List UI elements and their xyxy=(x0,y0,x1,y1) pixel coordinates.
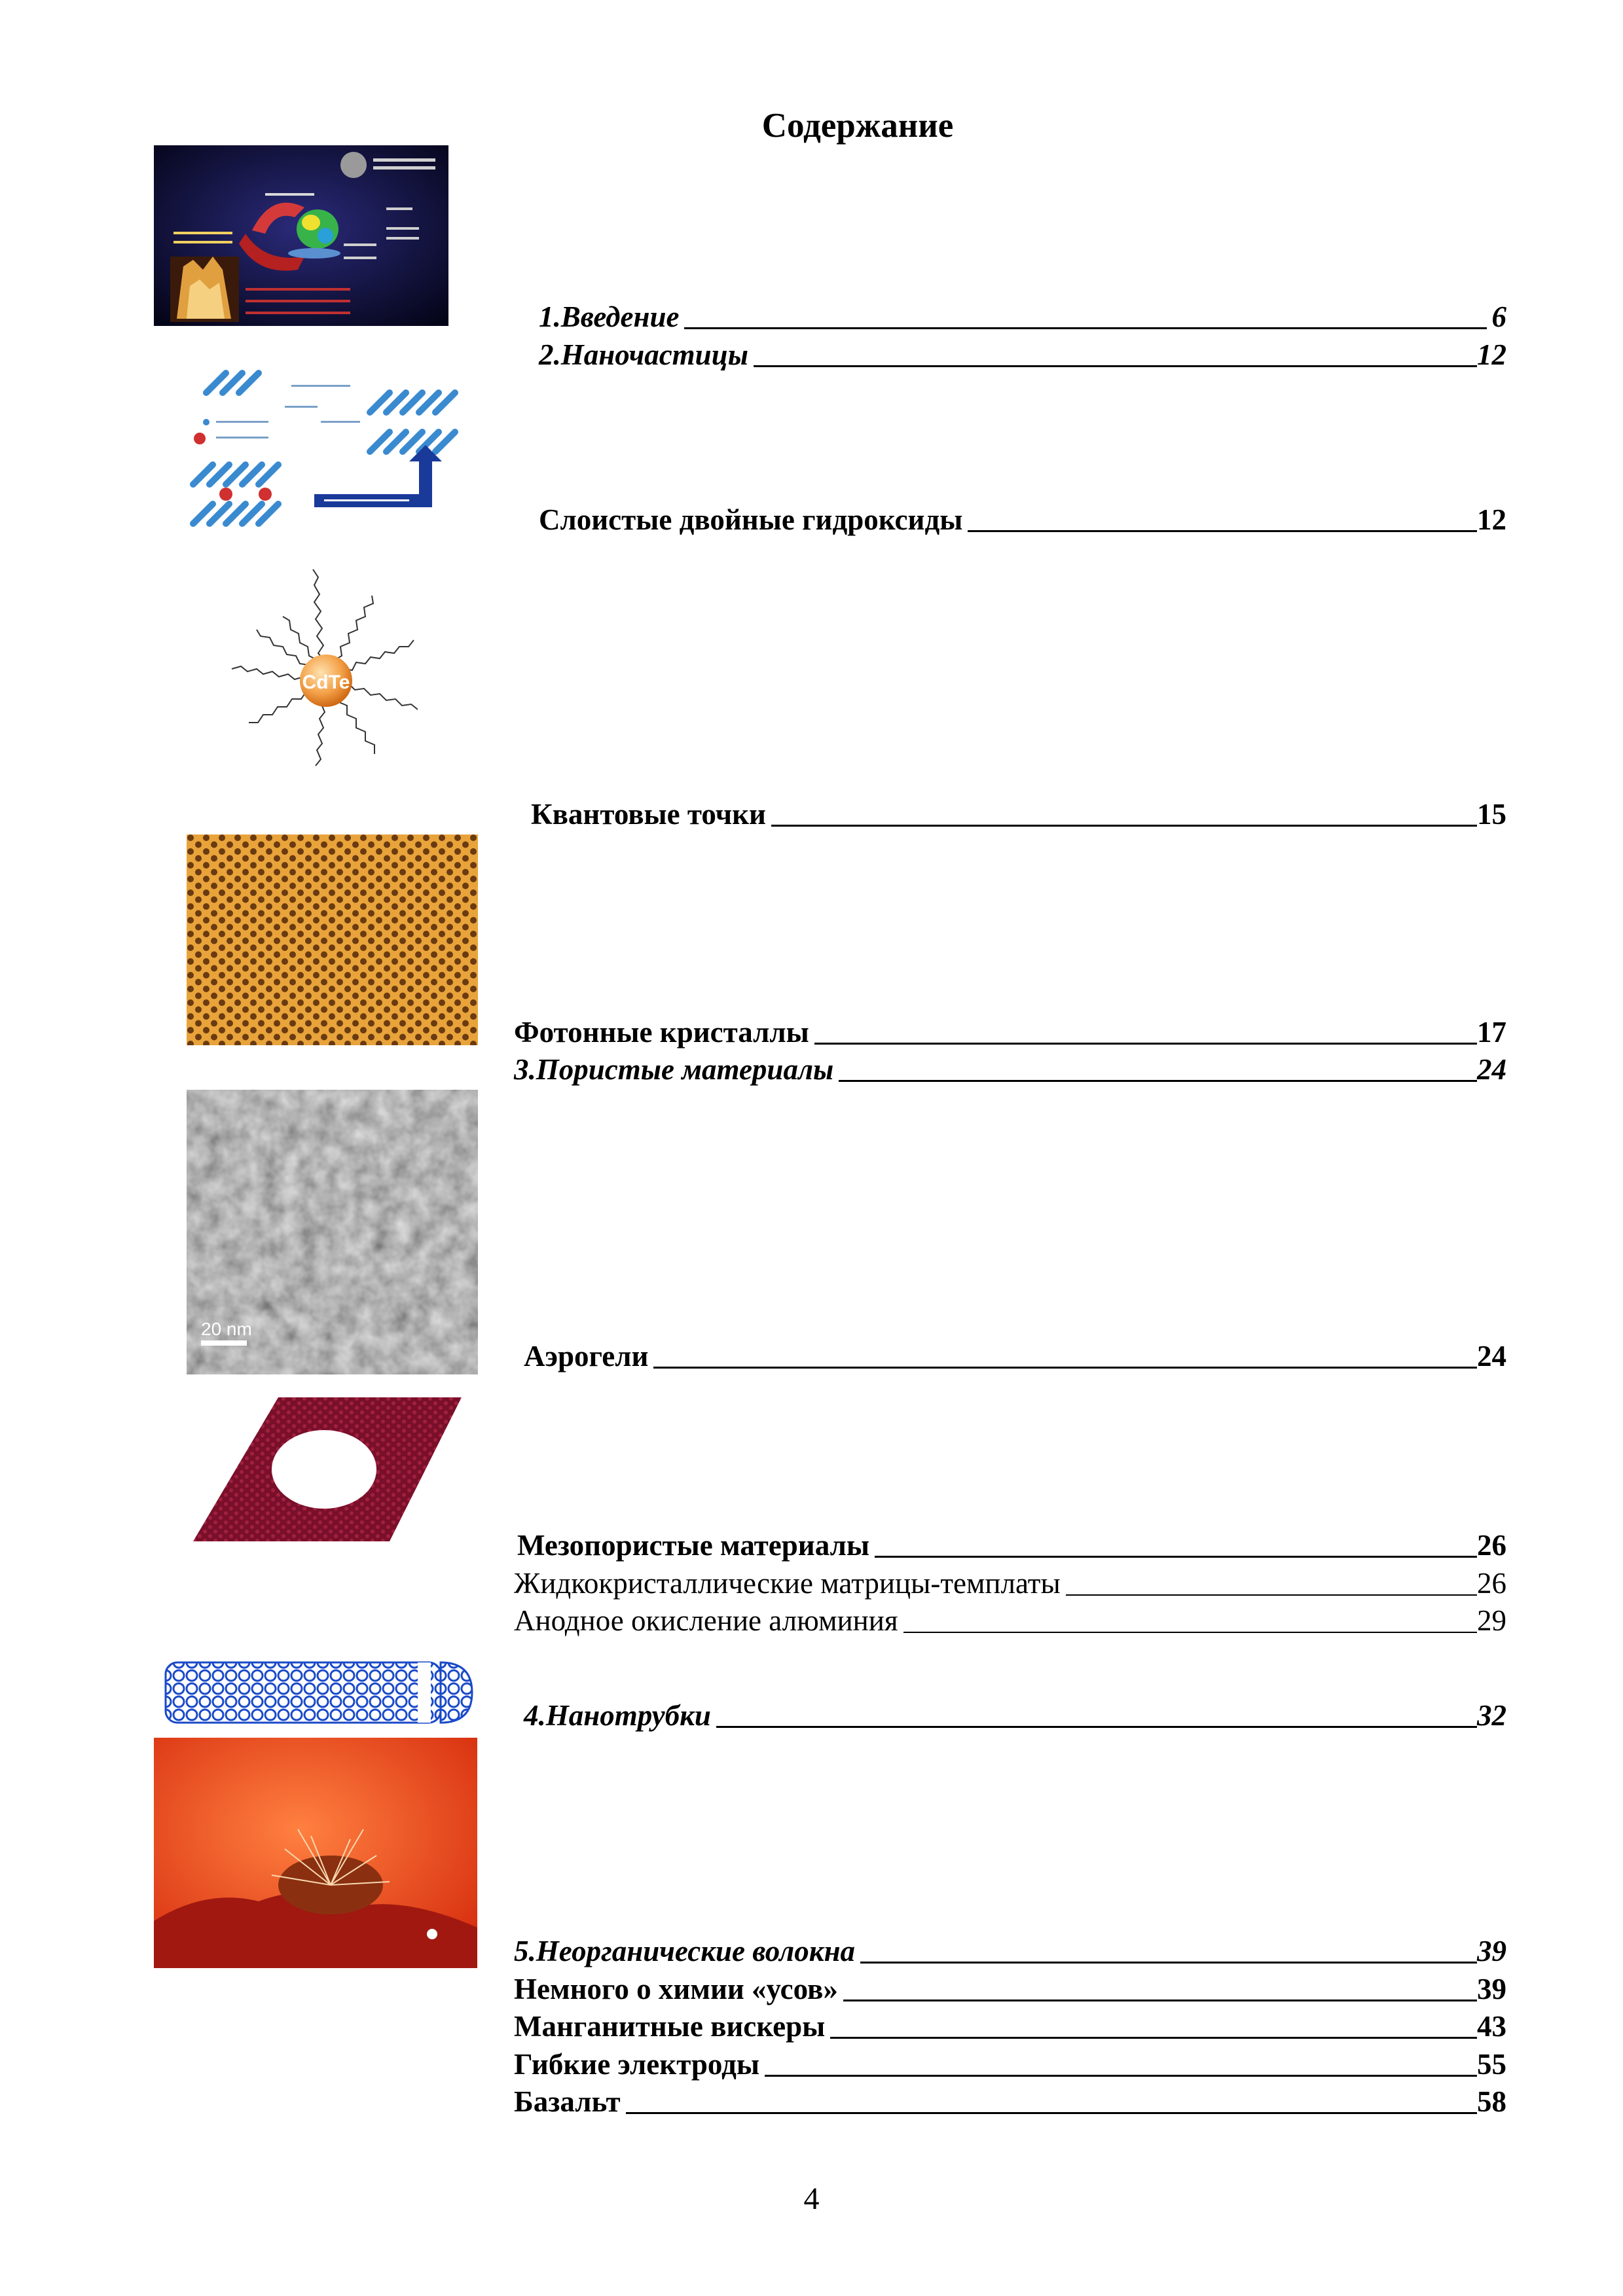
toc-entry-label: Мезопористые материалы xyxy=(517,1529,869,1562)
toc-entry-quantum-dots[interactable] xyxy=(531,789,1506,829)
layered-double-hydroxide-image xyxy=(187,367,484,533)
toc-entry-photonic-crystals[interactable] xyxy=(514,1007,1506,1047)
toc-leader xyxy=(716,1726,1477,1728)
toc-entry-whisker-chemistry[interactable] xyxy=(514,1964,1506,2004)
nanotube-image xyxy=(159,1656,475,1729)
toc-entry-lc-templates[interactable] xyxy=(514,1558,1506,1598)
toc-entry-anodic-oxidation[interactable] xyxy=(514,1595,1506,1636)
cdte-label: CdTe xyxy=(302,672,350,693)
mesoporous-material-image xyxy=(187,1378,478,1554)
toc-entry-page: 26 xyxy=(1477,1567,1506,1600)
toc-leader xyxy=(968,530,1477,532)
toc-entry-page: 32 xyxy=(1477,1699,1506,1732)
toc-entry-page: 55 xyxy=(1477,2048,1506,2081)
toc-leader xyxy=(771,825,1477,827)
toc-entry-page: 58 xyxy=(1477,2085,1506,2118)
cdte-quantum-dot-image xyxy=(182,537,478,825)
toc-leader xyxy=(903,1632,1477,1633)
toc-entry-nanoparticles[interactable] xyxy=(539,329,1506,370)
toc-leader xyxy=(653,1367,1477,1369)
toc-entry-flexible-electrodes[interactable] xyxy=(514,2039,1506,2079)
toc-entry-basalt[interactable] xyxy=(514,2076,1506,2117)
toc-leader xyxy=(839,1080,1477,1082)
toc-entry-page: 39 xyxy=(1477,1973,1506,2005)
toc-entry-page: 12 xyxy=(1477,338,1506,371)
tem-scale-label: 20 nm xyxy=(201,1319,252,1339)
toc-entry-nanotubes[interactable] xyxy=(524,1690,1506,1731)
toc-entry-label: Анодное окисление алюминия xyxy=(514,1604,898,1637)
toc-entry-porous-materials[interactable] xyxy=(514,1044,1506,1085)
toc-leader xyxy=(626,2112,1477,2114)
toc-entry-ldh[interactable] xyxy=(539,494,1506,535)
toc-entry-manganite-whiskers[interactable] xyxy=(514,2001,1506,2041)
toc-entry-page: 43 xyxy=(1477,2010,1506,2043)
toc-entry-page: 17 xyxy=(1477,1016,1506,1049)
toc-entry-label: Аэрогели xyxy=(524,1340,649,1372)
toc-entry-page: 12 xyxy=(1477,503,1506,536)
toc-entry-page: 39 xyxy=(1477,1935,1506,1967)
toc-entry-page: 24 xyxy=(1477,1053,1506,1086)
toc-entry-page: 6 xyxy=(1491,300,1506,333)
toc-entry-page: 29 xyxy=(1477,1604,1506,1637)
toc-entry-label: 1.Введение xyxy=(539,300,680,333)
toc-entry-page: 24 xyxy=(1477,1340,1506,1372)
whiskers-photo-image xyxy=(154,1738,477,1968)
nanotech-scheme-image xyxy=(154,145,448,326)
toc-entry-label: Жидкокристаллические матрицы-темплаты xyxy=(514,1567,1061,1600)
toc-entry-page: 26 xyxy=(1477,1529,1506,1562)
toc-entry-label: Фотонные кристаллы xyxy=(514,1016,809,1049)
toc-entry-aerogels[interactable] xyxy=(524,1331,1506,1371)
toc-entry-label: Слоистые двойные гидроксиды xyxy=(539,503,963,536)
toc-leader xyxy=(754,365,1477,367)
page-number: 4 xyxy=(803,2181,820,2216)
toc-entry-intro[interactable] xyxy=(539,291,1506,332)
toc-entry-mesoporous[interactable] xyxy=(517,1520,1506,1560)
aerogel-tem-image xyxy=(187,1090,478,1374)
page-title: Содержание xyxy=(761,107,954,145)
toc-entry-label: Базальт xyxy=(514,2085,621,2118)
toc-entry-label: Гибкие электроды xyxy=(514,2048,759,2081)
toc-entry-page: 15 xyxy=(1477,798,1506,831)
toc-entry-label: 5.Неорганические волокна xyxy=(514,1935,856,1967)
photonic-crystal-image xyxy=(187,834,478,1045)
toc-entry-label: Немного о химии «усов» xyxy=(514,1973,838,2005)
toc-entry-label: 4.Нанотрубки xyxy=(524,1699,711,1732)
toc-entry-label: 2.Наночастицы xyxy=(539,338,748,371)
toc-entry-label: Квантовые точки xyxy=(531,798,766,831)
toc-entry-label: 3.Пористые материалы xyxy=(514,1053,834,1086)
toc-entry-inorganic-fibers[interactable] xyxy=(514,1926,1506,1966)
toc-entry-label: Манганитные вискеры xyxy=(514,2010,826,2043)
